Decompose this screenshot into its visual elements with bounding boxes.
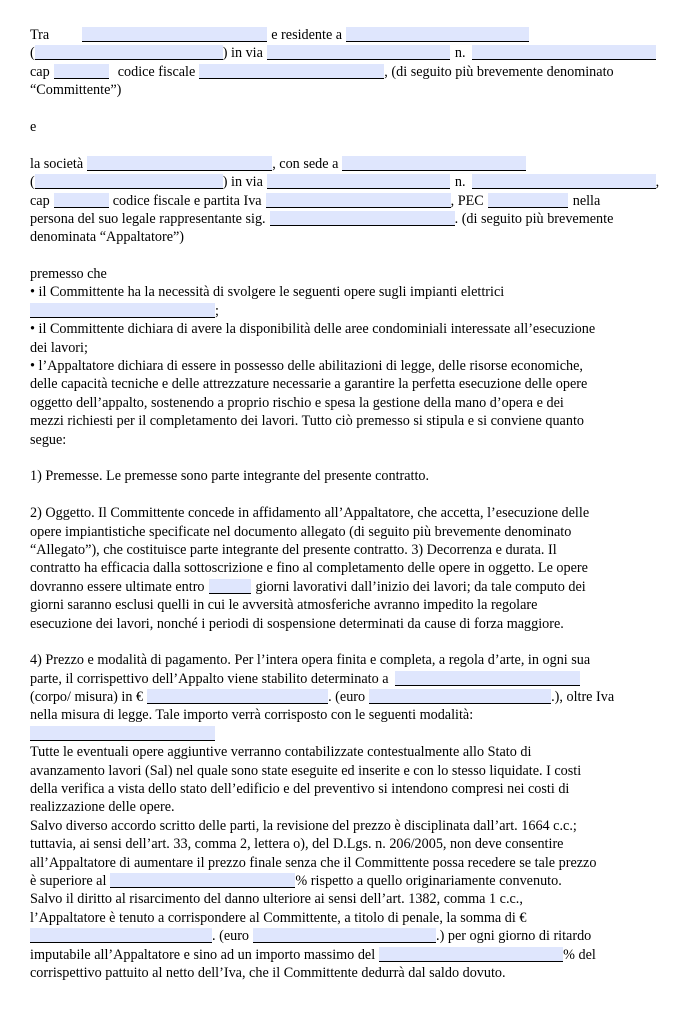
- text-nella: nella: [572, 192, 601, 209]
- committente-street-field[interactable]: [267, 45, 450, 60]
- appaltatore-city-field[interactable]: [342, 156, 526, 171]
- article-4-l1: 4) Prezzo e modalità di pagamento. Per l’intera opera finita e completa, a regola d’arte, in ogni sua: [30, 652, 591, 669]
- article-4-l8: della verifica a vista dello stato dell’edificio e del preventivo si intendono compresi nei costi di: [30, 781, 570, 798]
- article-4-l10: Salvo diverso accordo scritto delle parti, la revisione del prezzo è disciplinata dall’art. 1664 c.c.;: [30, 817, 577, 834]
- article-2-l7: esecuzione dei lavori, nonché i periodi di sospensione determinati da cause di forza maggiore.: [30, 615, 564, 632]
- text-cap: cap: [30, 63, 50, 80]
- paren-open: (: [30, 45, 35, 62]
- text-pec: , PEC: [450, 192, 484, 209]
- price-euro-field[interactable]: [147, 689, 328, 704]
- article-2-l5: [30, 578, 670, 596]
- article-4-l15: l’Appaltatore è tenuto a corrispondere al Committente, a titolo di penale, la somma di €: [30, 909, 527, 926]
- appaltatore-line-1: [30, 155, 670, 173]
- text-di-seguito: . (di seguito più brevemente: [454, 210, 614, 227]
- opere-description-field[interactable]: [30, 303, 215, 318]
- premesso-bullet-3-l1: • l’Appaltatore dichiara di essere in possesso delle abilitazioni di legge, delle risorse economiche,: [30, 358, 583, 375]
- appaltatore-line-5: denominata “Appaltatore”): [30, 229, 185, 246]
- appaltatore-province-field[interactable]: [35, 174, 223, 189]
- appaltatore-street-field[interactable]: [267, 174, 450, 189]
- premesso-bullet-3-l5: segue:: [30, 431, 67, 448]
- contract-document: [30, 26, 670, 982]
- appaltatore-line-4: [30, 210, 670, 228]
- text-denominato: , (di seguito più brevemente denominato: [384, 63, 614, 80]
- text-cap: cap: [30, 192, 50, 209]
- article-4-l12: all’Appaltatore di aumentare il prezzo finale senza che il Committente possa recedere se tale prezzo: [30, 854, 597, 871]
- article-4-l2: [30, 670, 670, 688]
- payment-terms-field[interactable]: [30, 726, 215, 741]
- appaltatore-cap-field[interactable]: [54, 193, 109, 208]
- committente-line-4: “Committente”): [30, 82, 122, 99]
- text-tra: Tra: [30, 27, 50, 43]
- article-4-l9: realizzazione delle opere.: [30, 799, 175, 816]
- committente-line-3: [30, 63, 670, 81]
- article-4-l17: [30, 946, 670, 964]
- text-ultimate-entro: dovranno essere ultimate entro: [30, 578, 205, 595]
- article-2-l4: contratto ha efficacia dalla sottoscrizione e fino al completamento delle opere in oggetto. Le opere: [30, 560, 588, 577]
- text-percent-del: % del: [563, 946, 596, 963]
- article-2-l2: opere impiantistiche specificate nel documento allegato (di seguito più brevemente denominato: [30, 523, 572, 540]
- appaltatore-rep-field[interactable]: [270, 211, 455, 226]
- text-in-via: ) in via: [222, 174, 263, 191]
- text-corpo-misura: (corpo/ misura) in €: [30, 689, 144, 706]
- text-rispetto: % rispetto a quello originariamente convenuto.: [295, 872, 562, 889]
- text-superiore: è superiore al: [30, 872, 107, 889]
- appaltatore-line-3: [30, 192, 670, 210]
- text-n: n.: [454, 45, 466, 62]
- article-2-l3: “Allegato”), che costituisce parte integrante del presente contratto. 3) Decorrenza e durata. Il: [30, 541, 557, 558]
- committente-cf-field[interactable]: [199, 64, 384, 79]
- paren-open: (: [30, 174, 35, 191]
- article-4-l7: avanzamento lavori (Sal) nel quale sono state eseguite ed inserite e con lo stesso liquidate. I costi: [30, 762, 582, 779]
- percentage-increase-field[interactable]: [110, 873, 295, 888]
- text-societa: la società: [30, 155, 84, 172]
- premesso-bullet-3-l2: delle capacità tecniche e delle attrezzature necessarie a garantire la perfetta esecuzione delle opere: [30, 376, 588, 393]
- days-field[interactable]: [209, 579, 251, 594]
- text-importo-massimo: imputabile all’Appaltatore e sino ad un importo massimo del: [30, 946, 376, 963]
- article-4-l11: tuttavia, ai sensi dell’art. 33, comma 2, lettera o), del D.Lgs. n. 206/2005, non deve consentire: [30, 836, 564, 853]
- article-4-l18: corrispettivo pattuito al netto dell’Iva, che il Committente dedurrà dal saldo dovuto.: [30, 964, 506, 981]
- committente-cap-field[interactable]: [54, 64, 109, 79]
- article-4-l16: [30, 927, 670, 945]
- text-euro: . (euro: [212, 928, 250, 945]
- premesso-bullet-1: • il Committente ha la necessità di svolgere le seguenti opere sugli impianti elettrici: [30, 284, 505, 301]
- premesso-bullet-1-cont: [30, 302, 670, 320]
- premesso-bullet-3-l3: oggetto dell’appalto, sostenendo a proprio rischio e spesa la gestione della mano d’opera e dei: [30, 394, 564, 411]
- premesso-heading: premesso che: [30, 266, 107, 283]
- appaltatore-piva-field[interactable]: [266, 193, 451, 208]
- article-4-l14: Salvo il diritto al risarcimento del danno ulteriore ai sensi dell’art. 1382, comma 1 c.c.,: [30, 891, 523, 908]
- article-2-l6: giorni saranno esclusi quelli in cui le avversità atmosferiche avranno impedito la regolare: [30, 597, 538, 614]
- text-sede: , con sede a: [272, 155, 339, 172]
- article-2-l1: 2) Oggetto. Il Committente concede in affidamento all’Appaltatore, che accetta, l’esecuzione delle: [30, 505, 590, 522]
- article-1: 1) Premesse. Le premesse sono parte integrante del presente contratto.: [30, 468, 430, 485]
- article-4-l4: nella misura di legge. Tale importo verrà corrisposto con le seguenti modalità:: [30, 707, 474, 724]
- semicolon: ;: [215, 302, 219, 319]
- penalty-euro-field[interactable]: [30, 928, 212, 943]
- price-words-field[interactable]: [369, 689, 551, 704]
- conjunction-e: e: [30, 118, 37, 135]
- premesso-bullet-3-l4: mezzi richiesti per il completamento dei lavori. Tutto ciò premesso si stipula e si conviene quanto: [30, 413, 584, 430]
- committente-city-field[interactable]: [346, 27, 529, 42]
- max-percentage-field[interactable]: [379, 947, 563, 962]
- premesso-bullet-2: • il Committente dichiara di avere la disponibilità delle aree condominiali interessate all’esecuzione: [30, 321, 596, 338]
- price-type-field[interactable]: [395, 671, 580, 686]
- text-giorni-lavorativi: giorni lavorativi dall’inizio dei lavori; da tale computo dei: [255, 578, 586, 595]
- text-cf-piva: codice fiscale e partita Iva: [112, 192, 262, 209]
- text-oltre-iva: .), oltre Iva: [551, 689, 615, 706]
- text-n: n.: [454, 174, 466, 191]
- committente-line-1: [30, 26, 670, 44]
- committente-name-field[interactable]: [82, 27, 267, 42]
- appaltatore-number-field[interactable]: [472, 174, 656, 189]
- article-4-l6: Tutte le eventuali opere aggiuntive verranno contabilizzate contestualmente allo Stato di: [30, 744, 532, 761]
- appaltatore-company-field[interactable]: [87, 156, 272, 171]
- article-4-l3: [30, 688, 670, 706]
- committente-line-2: [30, 44, 670, 62]
- comma: ,: [655, 174, 660, 191]
- committente-province-field[interactable]: [35, 45, 223, 60]
- text-in-via: ) in via: [222, 45, 263, 62]
- appaltatore-pec-field[interactable]: [488, 193, 568, 208]
- article-4-l5: [30, 725, 670, 743]
- appaltatore-line-2: [30, 173, 670, 191]
- text-euro: . (euro: [328, 689, 366, 706]
- premesso-bullet-2-cont: dei lavori;: [30, 339, 88, 356]
- text-corrispettivo: parte, il corrispettivo dell’Appalto viene stabilito determinato a: [30, 670, 389, 687]
- penalty-words-field[interactable]: [253, 928, 436, 943]
- text-rappresentante: persona del suo legale rappresentante sig.: [30, 210, 266, 227]
- article-4-l13: [30, 872, 670, 890]
- text-codice-fiscale: codice fiscale: [117, 63, 196, 80]
- text-residente: e residente a: [271, 27, 343, 43]
- committente-number-field[interactable]: [472, 45, 656, 60]
- text-ritardo: .) per ogni giorno di ritardo: [436, 928, 592, 945]
